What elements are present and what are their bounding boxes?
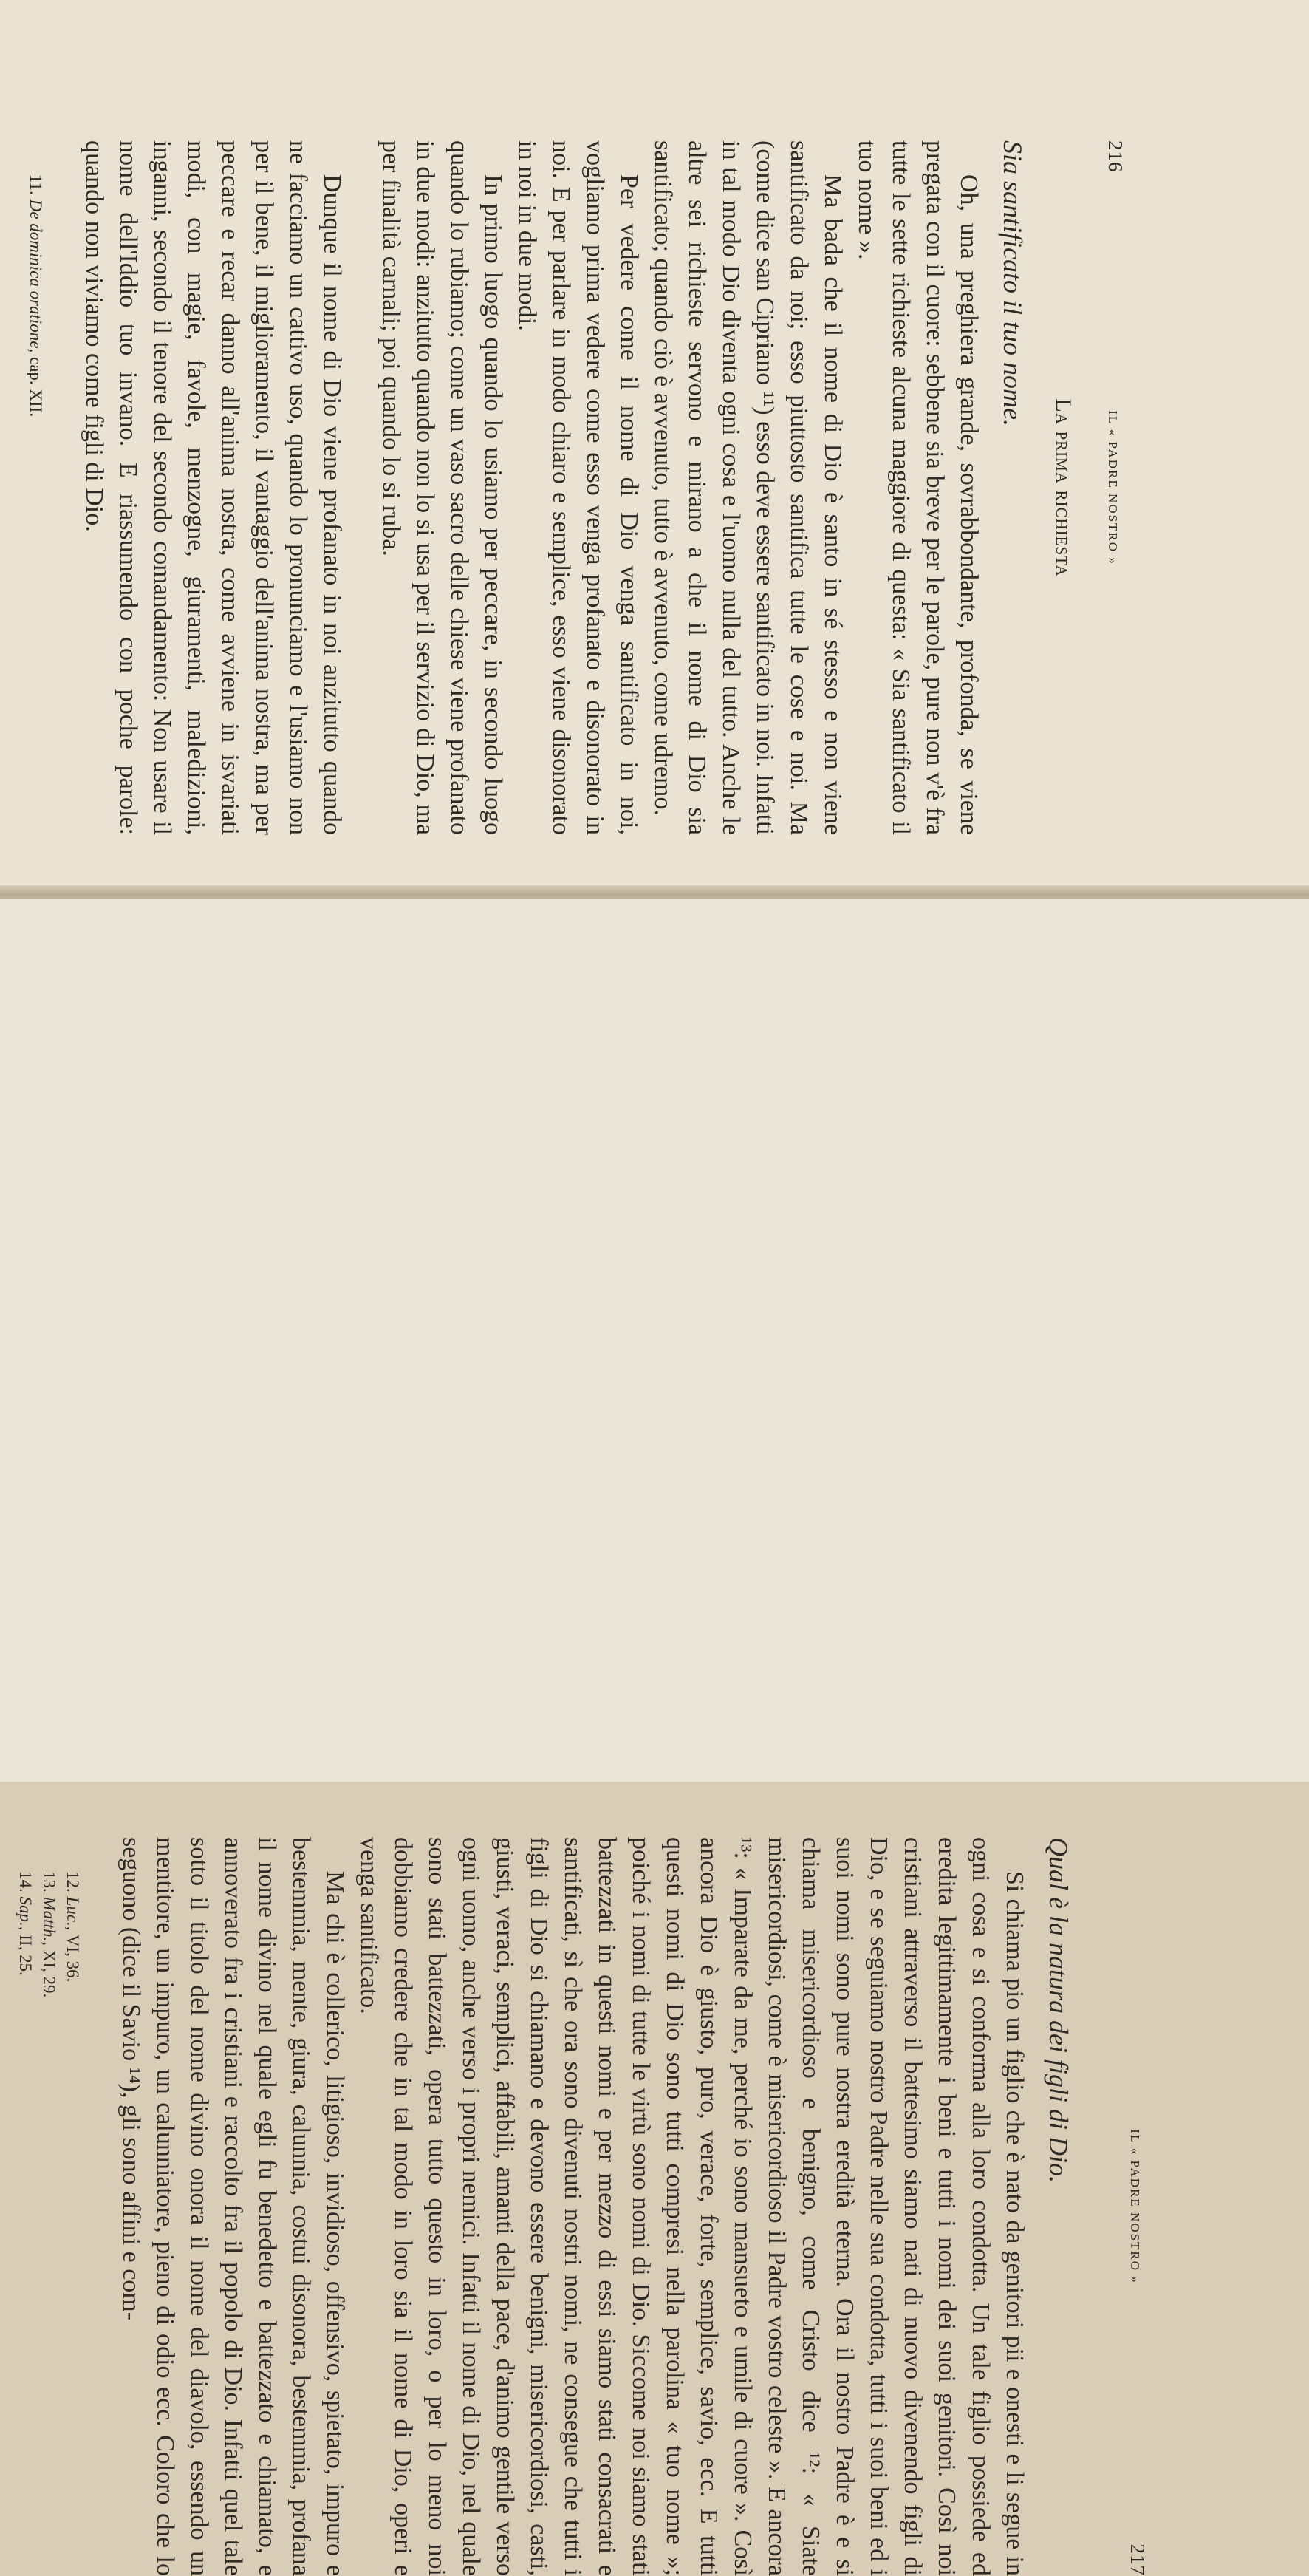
footnote — [13, 1871, 37, 2576]
running-header — [1126, 1837, 1149, 2576]
footnote — [37, 1871, 61, 2576]
footnote — [24, 174, 47, 835]
subheading: Sia santificato il tuo nome. — [997, 140, 1028, 835]
paragraph: Ma bada che il nome di Dio è santo in sé stesso e non viene santificato da noi; esso piuttosto santifica tutte le cose e noi. Ma (come dice san Cipriano ¹¹) esso deve essere santificato in noi. Infatti in tal modo Dio diventa ogni cosa e l'uomo nulla del tutto. Anche le altre sei richieste servono e mirano a che il nome di Dio sia santificato; quando ciò è avvenuto, tutto è avvenuto, come udremo. — [646, 140, 850, 835]
paragraph: Ma chi è collerico, litigioso, invidioso, offensivo, spietato, impuro e bestemmia, mente, giura, calunnia, costui disonora, bestemmia, profana il nome divino nel quale egli fu benedetto e battezzato e chiamato, e annoverato fra i cristiani e raccolto fra il popolo di Dio. Infatti quel tale sotto il titolo del nome divino onora il nome del diavolo, essendo un mentitore, un impuro, un calunniatore, pieno di odio ecc. Coloro che lo seguono (dice il Savio ¹⁴), gli sono affini e com- — [114, 1837, 352, 2576]
paragraph: In primo luogo quando lo usiamo per peccare, in secondo luogo quando lo rubiamo; come un vaso sacro delle chiese viene profanato in due modi: anzitutto quando non lo si usa per il servizio di Dio, ma per finalità carnali; poi quando lo si ruba. — [374, 140, 510, 835]
page-number: 217 — [1126, 2544, 1149, 2576]
footnotes — [24, 140, 47, 835]
running-head: IL « PADRE NOSTRO » — [1127, 1870, 1142, 2544]
left-page — [0, 0, 1309, 893]
footnote-title: Matth. — [40, 1897, 58, 1942]
footnote-number: 12. — [64, 1871, 82, 1892]
footnote-ref: , cap. XII. — [27, 349, 45, 418]
right-page — [0, 899, 1309, 1782]
footnote-title: Luc. — [64, 1897, 82, 1926]
section-title: La prima richiesta — [1050, 140, 1076, 835]
right-page-text-block — [118, 1837, 1149, 2576]
subheading: Qual è la natura dei figli di Dio. — [1043, 1837, 1074, 2576]
paragraph: Oh, una preghiera grande, sovrabbondante, profonda, se viene pregata con il cuore: sebbene sia breve per le parole, pure non v'è fra tutte le sette richieste alcuna maggiore di questa: « Sia santificato il tuo nome ». — [850, 140, 985, 835]
footnotes — [13, 1837, 84, 2576]
footnote-number: 13. — [40, 1871, 58, 1892]
footnote-ref: , II, 25. — [16, 1926, 35, 1976]
footnote-ref: , VI, 36. — [64, 1926, 82, 1983]
paragraph: Per vedere come il nome di Dio venga santificato in noi, vogliamo prima vedere come esso venga profanato e disonorato in noi. E per parlare in modo chiaro e semplice, esso viene disonorato in noi in due modi. — [510, 140, 646, 835]
running-head: IL « PADRE NOSTRO » — [1105, 173, 1120, 803]
footnote-title: De dominica oratione — [27, 200, 45, 349]
running-header — [1104, 140, 1127, 835]
page-number: 216 — [1104, 140, 1127, 173]
left-page-text-block — [115, 140, 1127, 835]
footnote-ref: , XI, 29. — [40, 1941, 58, 1997]
paragraph: Si chiama pio un figlio che è nato da genitori pii e onesti e li segue in ogni cosa e si conforma alla loro condotta. Un tale figlio possiede ed eredita legittimamente i beni e tutti i nomi dei suoi genitori. Così noi cristiani attraverso il battesimo siamo nati di nuovo divenendo figli di Dio, e se seguiamo nostro Padre nelle sua condotta, tutti i suoi beni ed i suoi nomi sono pure nostra eredità eterna. Ora il nostro Padre è e si chiama misericordioso e benigno, come Cristo dice ¹²: « Siate misericordiosi, come è misericordioso il Padre vostro celeste ». E ancora ¹³: « Imparate da me, perché io sono mansueto e umile di cuore ». Così ancora Dio è giusto, puro, verace, forte, semplice, savio, ecc. E tutti questi nomi di Dio sono tutti compresi nella parolina « tuo nome »; poiché i nomi di tutte le virtù sono nomi di Dio. Siccome noi siamo stati battezzati in questi nomi e per mezzo di essi siamo stati consacrati e santificati, sì che ora sono divenuti nostri nomi, ne consegue che tutti i figli di Dio si chiamano e devono essere benigni, misericordiosi, casti, giusti, veraci, semplici, affabili, amanti della pace, d'animo gentile verso ogni uomo, anche verso i propri nemici. Infatti il nome di Dio, nel quale sono stati battezzati, opera tutto questo in loro, o per lo meno noi dobbiamo credere che in tal modo in loro sia il nome di Dio, operi e venga santificato. — [352, 1837, 1031, 2576]
footnote-number: 14. — [16, 1871, 35, 1892]
footnote-number: 11. — [27, 174, 45, 195]
footnote-title: Sap. — [16, 1897, 35, 1926]
footnote — [61, 1871, 84, 2576]
paragraph: Dunque il nome di Dio viene profanato in noi anzitutto quando ne facciamo un cattivo uso, quando lo pronunciamo e l'usiamo non per il bene, il miglioramento, il vantaggio dell'anima nostra, ma per peccare e recar danno all'anima nostra, come avviene in isvariati modi, con magie, favole, menzogne, giuramenti, maledizioni, inganni, secondo il tenore del secondo comandamento: Non usare il nome dell'Iddio tuo invano. E riassumendo con poche parole: quando non viviamo come figli di Dio. — [77, 140, 349, 835]
